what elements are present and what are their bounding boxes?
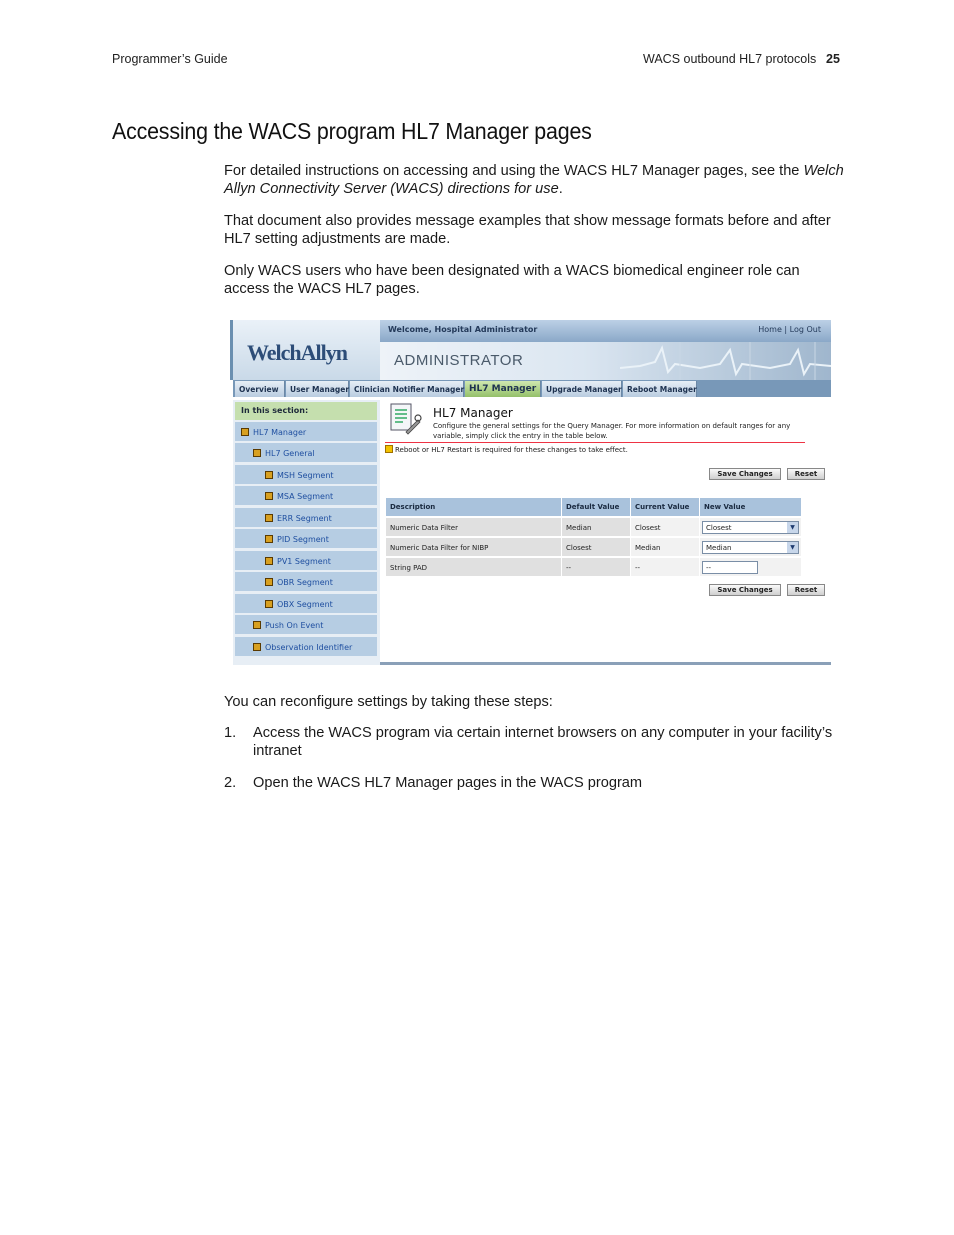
select-value: Median (706, 544, 732, 552)
hl7-manager-screenshot (230, 320, 831, 665)
column-header-default-value: Default Value (562, 498, 631, 516)
sidebar-item-hl7-manager[interactable] (235, 422, 377, 442)
banner (380, 342, 831, 380)
step-number: 2. (224, 775, 237, 791)
cell-current-value: -- (631, 558, 700, 577)
main-content (382, 400, 831, 665)
paragraph-1-text: For detailed instructions on accessing and using the WACS HL7 Manager pages, see the (224, 163, 804, 179)
sidebar-item-obr-segment[interactable] (235, 572, 377, 592)
new-value-select[interactable] (702, 521, 799, 534)
tab-overview[interactable]: Overview (235, 381, 285, 397)
step-number: 1. (224, 725, 237, 741)
tab-upgrade-manager[interactable]: Upgrade Manager (542, 381, 622, 397)
sidebar-item-err-segment[interactable] (235, 508, 377, 528)
top-links[interactable]: Home | Log Out (758, 325, 821, 334)
reset-button-top[interactable]: Reset (787, 468, 825, 480)
sidebar-item-label: ERR Segment (277, 514, 332, 523)
sidebar-item-pid-segment[interactable] (235, 529, 377, 549)
paragraph-1 (224, 162, 844, 198)
warning-icon (385, 445, 393, 453)
nav-arrow-icon (253, 643, 261, 651)
cell-description: String PAD (386, 558, 562, 577)
sidebar-item-pv1-segment[interactable] (235, 551, 377, 571)
nav-arrow-icon (265, 557, 273, 565)
tab-reboot-manager[interactable]: Reboot Manager (623, 381, 697, 397)
cell-current-value: Median (631, 538, 700, 557)
reset-button-bottom[interactable]: Reset (787, 584, 825, 596)
step-text: Open the WACS HL7 Manager pages in the WACS program (253, 775, 643, 791)
nav-arrow-icon (265, 535, 273, 543)
settings-document-icon (388, 402, 422, 436)
chevron-down-icon: ▼ (787, 542, 798, 553)
banner-title: ADMINISTRATOR (394, 352, 524, 369)
sidebar-item-label: Observation Identifier (265, 643, 353, 652)
nav-arrow-icon (265, 471, 273, 479)
sidebar-item-label: Push On Event (265, 621, 324, 630)
table-row (386, 538, 802, 558)
cell-default-value: Closest (562, 538, 631, 557)
cell-new-value (700, 518, 802, 537)
sidebar-heading: In this section: (235, 402, 377, 420)
sidebar-item-label: MSA Segment (277, 492, 334, 501)
sidebar-item-label: OBX Segment (277, 600, 333, 609)
list-item (224, 724, 844, 764)
save-changes-button-bottom[interactable]: Save Changes (709, 584, 781, 596)
step-text: Access the WACS program via certain internet browsers on any computer in your facility’s intranet (253, 725, 833, 759)
table-row (386, 518, 802, 538)
welch-allyn-logo: WelchAllyn (247, 340, 348, 365)
sidebar-item-label: OBR Segment (277, 578, 333, 587)
document-reference: Welch Allyn Connectivity Server (WACS) directions for use (224, 163, 844, 197)
new-value-input[interactable]: -- (702, 561, 758, 574)
column-header-current-value: Current Value (631, 498, 700, 516)
column-header-description: Description (386, 498, 562, 516)
cell-default-value: -- (562, 558, 631, 577)
select-value: Closest (706, 524, 732, 532)
sidebar-item-obx-segment[interactable] (235, 594, 377, 614)
cell-default-value: Median (562, 518, 631, 537)
page-title: HL7 Manager (433, 406, 513, 420)
sidebar-item-label: PID Segment (277, 535, 329, 544)
tab-hl7-manager[interactable]: HL7 Manager (465, 381, 541, 397)
top-bar (380, 320, 831, 342)
tab-bar (233, 380, 831, 397)
nav-arrow-icon (253, 449, 261, 457)
nav-arrow-icon (265, 578, 273, 586)
tab-clinician-notifier-manager[interactable]: Clinician Notifier Manager (350, 381, 464, 397)
running-header-right: WACS outbound HL7 protocols (643, 52, 817, 66)
welcome-text: Welcome, Hospital Administrator (388, 325, 538, 334)
sidebar-item-label: PV1 Segment (277, 557, 331, 566)
steps-intro: You can reconfigure settings by taking these steps: (224, 694, 553, 710)
nav-arrow-icon (265, 514, 273, 522)
paragraph-3: Only WACS users who have been designated with a WACS biomedical engineer role can access the WACS HL7 pages. (224, 263, 800, 297)
nav-arrow-icon (265, 492, 273, 500)
save-changes-button-top[interactable]: Save Changes (709, 468, 781, 480)
logo-area (230, 320, 380, 380)
table-row (386, 558, 802, 578)
cell-new-value (700, 538, 802, 557)
list-item (224, 774, 844, 794)
sidebar-item-push-on-event[interactable] (235, 615, 377, 635)
sidebar-item-label: HL7 Manager (253, 428, 307, 437)
ecg-wave-icon (620, 342, 831, 380)
page-number: 25 (826, 52, 840, 66)
sidebar-item-label: MSH Segment (277, 471, 334, 480)
sidebar-item-hl7-general[interactable] (235, 443, 377, 463)
nav-arrow-icon (265, 600, 273, 608)
sidebar-item-msh-segment[interactable] (235, 465, 377, 485)
cell-new-value (700, 558, 802, 577)
nav-arrow-icon (253, 621, 261, 629)
sidebar-item-observation-identifier[interactable] (235, 637, 377, 657)
screenshot-bottom-border (380, 662, 831, 665)
cell-current-value: Closest (631, 518, 700, 537)
sidebar-item-msa-segment[interactable] (235, 486, 377, 506)
sidebar-item-label: HL7 General (265, 449, 315, 458)
chevron-down-icon: ▼ (787, 522, 798, 533)
nav-arrow-icon (241, 428, 249, 436)
paragraph-2: That document also provides message examples that show message formats before and after HL7 setting adjustments are made. (224, 213, 831, 247)
column-header-new-value: New Value (700, 498, 802, 516)
running-header-left: Programmer’s Guide (112, 52, 228, 66)
section-title: Accessing the WACS program HL7 Manager pages (112, 118, 592, 144)
cell-description: Numeric Data Filter for NIBP (386, 538, 562, 557)
warning-text: Reboot or HL7 Restart is required for these changes to take effect. (395, 446, 628, 454)
restart-warning (385, 442, 805, 454)
page-description: Configure the general settings for the Query Manager. For more information on default ranges for any variable, simply click the entry in the table below. (433, 422, 791, 440)
paragraph-1-end: . (558, 181, 563, 197)
cell-description: Numeric Data Filter (386, 518, 562, 537)
tab-user-manager[interactable]: User Manager (286, 381, 349, 397)
new-value-select[interactable] (702, 541, 799, 554)
